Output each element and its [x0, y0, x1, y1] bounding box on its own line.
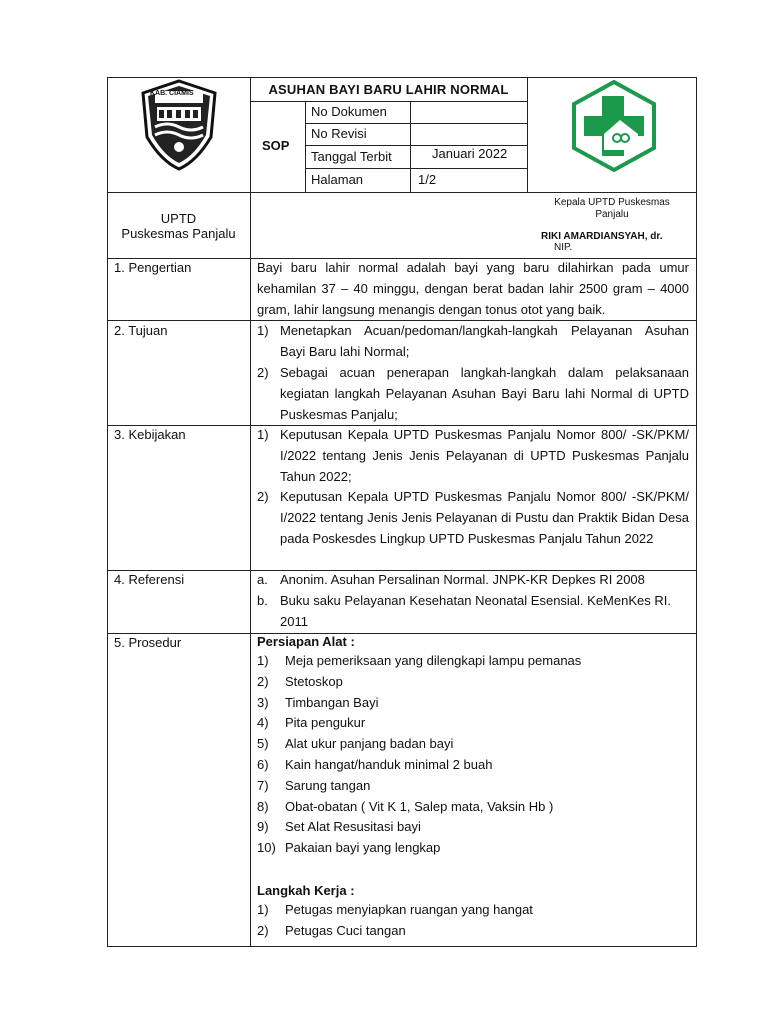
- puskesmas-cross-icon: [568, 80, 660, 172]
- sop-title: ASUHAN BAYI BARU LAHIR NORMAL: [268, 82, 509, 97]
- head-name: RIKI AMARDIANSYAH, dr.: [541, 231, 663, 242]
- list-item-num: 2): [257, 673, 269, 689]
- persiapan-list: [257, 651, 689, 859]
- list-item: [257, 734, 689, 755]
- kebijakan-item-2: [280, 486, 689, 549]
- divider: [107, 192, 697, 193]
- tujuan-item-1: [280, 320, 689, 362]
- kebijakan-item-1: [280, 424, 689, 487]
- kebijakan-item-1-num: 1): [257, 427, 269, 442]
- langkah-list: [257, 900, 689, 942]
- referensi-item-a-num: a.: [257, 572, 268, 587]
- list-item-num: 7): [257, 777, 269, 793]
- sop-label: SOP: [262, 138, 290, 153]
- emblem-top-text: KAB. CIAMIS: [150, 90, 194, 97]
- referensi-item-a: [280, 569, 689, 590]
- no-dokumen-label: No Dokumen: [311, 104, 387, 119]
- tujuan-item-1-num: 1): [257, 323, 269, 338]
- kebijakan-item-1-text: Keputusan Kepala UPTD Puskesmas Panjalu Nomor 800/ -SK/PKM/ I/2022 tentang Jenis Jenis Pelayanan di UPTD Puskesmas Panjalu Tahun 2022;: [280, 427, 689, 484]
- persiapan-title: Persiapan Alat :: [257, 634, 355, 649]
- kebijakan-item-2-text: Keputusan Kepala UPTD Puskesmas Panjalu Nomor 800/ -SK/PKM/ I/2022 tentang Jenis Jenis Pelayanan di Pustu dan Praktik Bidan Desa pada Poskesdes Lingkup UPTD Puskesmas Panjalu Tahun 2022: [280, 489, 689, 546]
- halaman-label: Halaman: [311, 172, 364, 187]
- list-item-text: Pakaian bayi yang lengkap: [285, 840, 441, 856]
- tujuan-item-2-num: 2): [257, 365, 269, 380]
- referensi-item-b: [280, 590, 689, 632]
- list-item-text: Sarung tangan: [285, 777, 371, 793]
- referensi-item-b-text: Buku saku Pelayanan Kesehatan Neonatal Esensial. KeMenKes RI. 2011: [280, 593, 671, 629]
- divider: [527, 77, 528, 192]
- list-item: [257, 838, 689, 859]
- list-item-num: 1): [257, 902, 269, 917]
- list-item: [257, 817, 689, 838]
- head-title1: Kepala UPTD Puskesmas: [554, 197, 670, 208]
- list-item-text: Meja pemeriksaan yang dilengkapi lampu pemanas: [285, 653, 582, 668]
- divider: [305, 168, 527, 169]
- list-item-num: 4): [257, 715, 269, 731]
- langkah-title: Langkah Kerja :: [257, 883, 355, 898]
- divider: [410, 101, 411, 192]
- head-title2: Panjalu: [595, 209, 629, 220]
- org-line2: Puskesmas Panjalu: [121, 226, 236, 241]
- tanggal-terbit-value: Januari 2022: [432, 146, 508, 161]
- list-item-text: Kain hangat/handuk minimal 2 buah: [285, 756, 493, 772]
- list-item-text: Pita pengukur: [285, 715, 366, 731]
- list-item: [257, 693, 689, 714]
- list-item-num: 5): [257, 736, 269, 752]
- list-item: [257, 797, 689, 818]
- divider: [305, 101, 306, 192]
- kebijakan-label: 3. Kebijakan: [114, 427, 186, 442]
- referensi-item-b-num: b.: [257, 593, 268, 608]
- list-item-text: Alat ukur panjang badan bayi: [285, 736, 454, 752]
- kebijakan-item-2-num: 2): [257, 489, 269, 504]
- divider: [250, 101, 527, 102]
- list-item: [257, 713, 689, 734]
- tujuan-label: 2. Tujuan: [114, 323, 168, 338]
- halaman-value: 1/2: [418, 172, 437, 187]
- border-left: [107, 77, 108, 947]
- pengertian-label: 1. Pengertian: [114, 260, 192, 275]
- prosedur-label: 5. Prosedur: [114, 635, 182, 650]
- pengertian-text: [257, 257, 689, 320]
- divider: [250, 77, 251, 947]
- head-nip: NIP.: [554, 242, 573, 253]
- divider: [107, 633, 697, 634]
- border-bottom: [107, 946, 697, 947]
- tujuan-item-2-text: Sebagai acuan penerapan langkah-langkah dalam pelaksanaan kegiatan langkah Pelayanan Asuhan Bayi Baru lahi Normal di UPTD Puskesmas Panjalu;: [280, 365, 689, 422]
- list-item: [257, 776, 689, 797]
- list-item-num: 10): [257, 840, 276, 856]
- no-revisi-label: No Revisi: [311, 126, 367, 141]
- pengertian-paragraph: Bayi baru lahir normal adalah bayi yang baru dilahirkan pada umur kehamilan 37 – 40 minggu, dengan berat badan lahir 2500 gram – 4000 gram, lahir langsung menangis dengan tonus otot yang baik.: [257, 260, 689, 317]
- tanggal-terbit-label: Tanggal Terbit: [311, 149, 392, 164]
- referensi-item-a-text: Anonim. Asuhan Persalinan Normal. JNPK-KR Depkes RI 2008: [280, 572, 645, 587]
- list-item: [257, 921, 689, 942]
- list-item-text: Obat-obatan ( Vit K 1, Salep mata, Vaksin Hb ): [285, 798, 554, 814]
- list-item-num: 3): [257, 694, 269, 710]
- list-item-text: Petugas menyiapkan ruangan yang hangat: [285, 902, 533, 917]
- list-item-num: 1): [257, 653, 269, 668]
- list-item-text: Stetoskop: [285, 673, 343, 689]
- org-line1: UPTD: [160, 211, 197, 226]
- list-item: [257, 900, 689, 921]
- referensi-label: 4. Referensi: [114, 572, 185, 587]
- list-item: [257, 651, 689, 672]
- tujuan-item-2: [280, 362, 689, 425]
- list-item-num: 6): [257, 756, 269, 772]
- divider: [305, 123, 527, 124]
- tujuan-item-1-text: Menetapkan Acuan/pedoman/langkah-langkah Pelayanan Asuhan Bayi Baru lahi Normal;: [280, 323, 689, 359]
- list-item: [257, 755, 689, 776]
- list-item-num: 9): [257, 819, 269, 835]
- list-item-text: Set Alat Resusitasi bayi: [285, 819, 421, 835]
- list-item-num: 2): [257, 922, 269, 938]
- list-item-num: 8): [257, 798, 269, 814]
- list-item-text: Timbangan Bayi: [285, 694, 379, 710]
- list-item-text: Petugas Cuci tangan: [285, 922, 406, 938]
- list-item: [257, 672, 689, 693]
